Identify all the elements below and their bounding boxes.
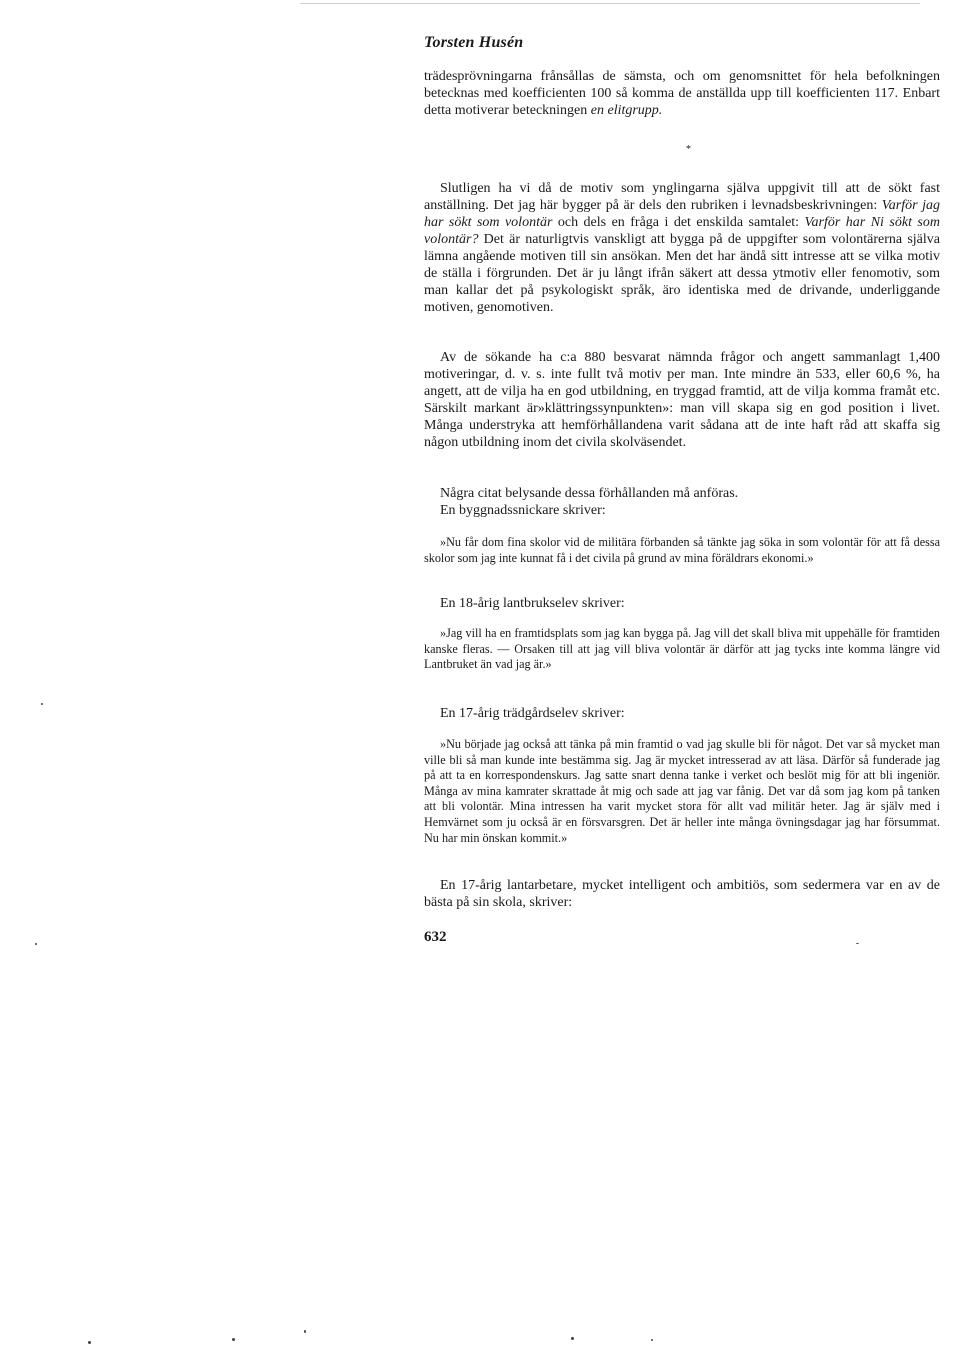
text-run: Det är naturligtvis vanskligt att bygga på de uppgifter som volontärerna själva lämna angående motiven till sin ansökan. Men det har ändå sitt intresse att se vilka motiv de ställa i förgrunden. Det är ju långt ifrån säkert att dessa ytmotiv eller fenomotiv, som man kallar det på psykologiskt språk, äro identiska med de drivande, underliggande motiven, genomotiven. xyxy=(424,232,940,315)
paragraph-3: Av de sökande ha c:a 880 besvarat nämnda frågor och angett sammanlagt 1,400 motiveringar, d. v. s. inte fullt två motiv per man. Inte mindre än 533, eller 60,6 %, ha angett, att de vilja ha en god utbildning, en tryggad framtid, att de vilja komma framåt etc. Särskilt markant är»klättringssynpunkten»: man vill skapa sig en god position i livet. Många understryka att hemförhållandena varit sådana att de inte haft råd att skaffa sig någon utbildning inom det civila skolväsendet. xyxy=(424,350,940,450)
text-run: trädesprövningarna frånsållas de sämsta, och om genomsnittet för hela befolkningen betecknas med koefficienten 100 så komma de anställda upp till koefficienten 117. Enbart detta motiverar beteckningen xyxy=(424,69,940,118)
section-separator: * xyxy=(686,144,691,155)
scan-speck xyxy=(41,703,43,705)
running-header-author: Torsten Husén xyxy=(424,34,524,51)
text-run: Slutligen ha vi då de motiv som ynglingarna själva uppgivit till att de sökt fast anställning. Det jag här bygger på är dels den rubriken i levnadsbeskrivningen: xyxy=(424,181,940,213)
scan-speck xyxy=(651,1339,653,1341)
scan-speck xyxy=(35,943,37,945)
paragraph-6: En 18-årig lantbrukselev skriver: xyxy=(440,596,625,611)
paragraph-7: En 17-årig trädgårdselev skriver: xyxy=(440,706,625,721)
italic-text: Varför har Ni sökt som volontär? xyxy=(424,215,940,247)
paragraph-1 xyxy=(424,68,940,119)
page-number: 632 xyxy=(424,929,447,945)
scan-speck xyxy=(88,1341,91,1344)
text-run: och dels en fråga i det enskilda samtalet: xyxy=(552,215,805,230)
italic-text: Varför jag har sökt som volontär xyxy=(424,198,940,230)
paragraph-2 xyxy=(424,180,940,316)
scan-speck xyxy=(232,1338,235,1341)
scan-speck xyxy=(304,1330,306,1333)
quote-1: »Nu får dom fina skolor vid de militära förbanden så tänkte jag söka in som volontär för att få dessa skolor som jag inte kunnat få i det civila på grund av mina föräldrars ekonomi.» xyxy=(424,535,940,565)
paragraph-5: En byggnadssnickare skriver: xyxy=(440,503,606,518)
italic-text: en elitgrupp. xyxy=(590,103,663,118)
quote-2: »Jag vill ha en framtidsplats som jag kan bygga på. Jag vill det skall bliva mit uppehälle för framtiden kanske fleras. — Orsaken till att jag vill bliva volontär är därför att jag tycks inte komma längre vid Lantbruket än vad jag är.» xyxy=(424,626,940,672)
scan-speck xyxy=(856,943,859,944)
paragraph-8: En 17-årig lantarbetare, mycket intelligent och ambitiös, som sedermera var en av de bästa på sin skola, skriver: xyxy=(424,878,940,910)
paragraph-4: Några citat belysande dessa förhållanden må anföras. xyxy=(440,486,739,501)
scan-speck xyxy=(571,1337,574,1340)
quote-3: »Nu började jag också att tänka på min framtid o vad jag skulle bli för något. Det var så mycket man ville bli så man kunde inte bestämma sig. Jag är mycket intresserad av att läsa. Därför så funderade jag på att ta en korrespondenskurs. Jag satte snart denna tanke i verket och beslöt mig för att bli ingeniör. Många av mina kamrater skrattade åt mig och sade att jag var fånig. Det var då som jag kom på tanken att bli volontär. Mina intressen ha varit mycket stora för allt vad militär heter. Jag är själv med i Hemvärnet som ju också är en försvarsgren. Det är heller inte många övningsdagar jag har försummat. Nu har min önskan kommit.» xyxy=(424,737,940,845)
scan-edge-line xyxy=(300,3,920,4)
